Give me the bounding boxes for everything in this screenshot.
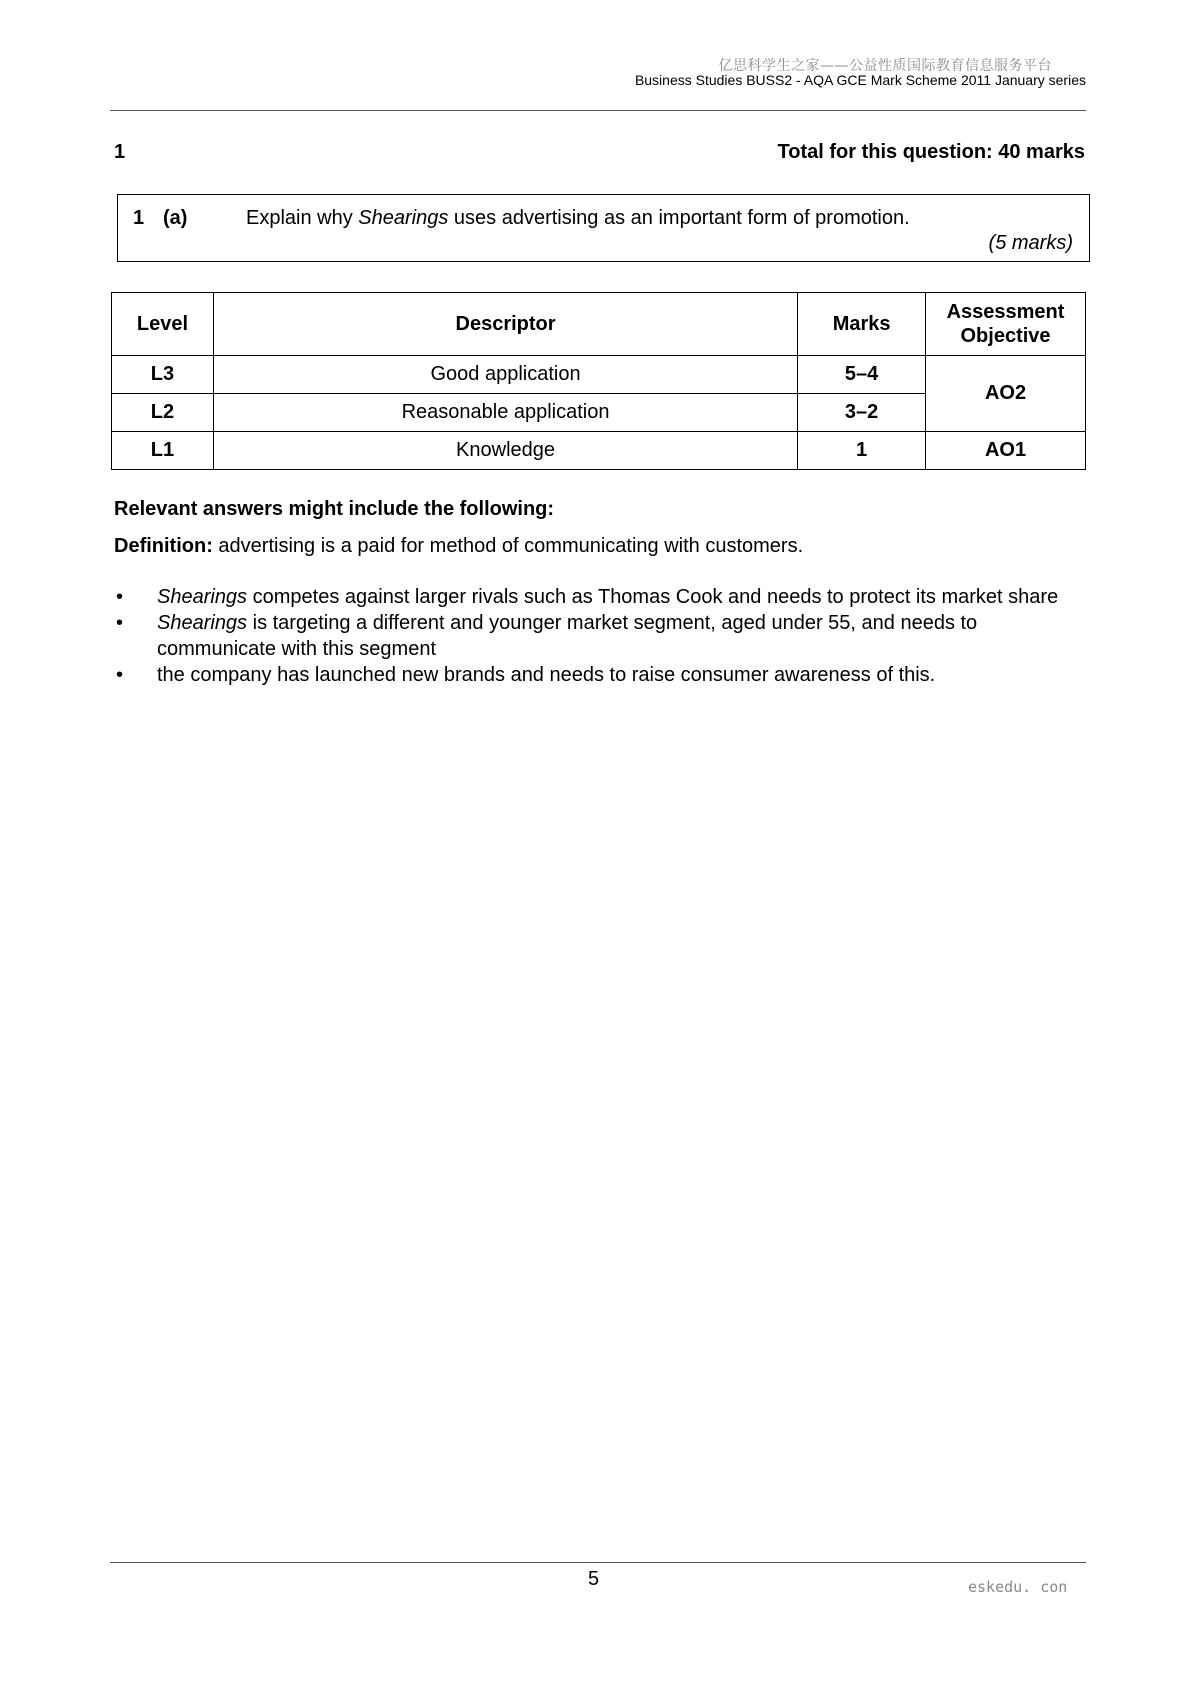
question-number: 1 — [114, 141, 126, 163]
list-item — [114, 610, 1074, 662]
footer-site: eskedu. con — [968, 1578, 1068, 1596]
bullet-icon: • — [116, 664, 124, 686]
level-cell: L1 — [112, 432, 214, 470]
answers-heading: Relevant answers might include the following: — [114, 498, 555, 520]
prompt-company: Shearings — [358, 207, 449, 229]
header-title: Business Studies BUSS2 - AQA GCE Mark Scheme 2011 January series — [634, 72, 1086, 88]
descriptor-cell: Knowledge — [213, 432, 797, 470]
question-box — [117, 194, 1090, 262]
ao-cell: AO1 — [926, 432, 1086, 470]
question-marks: (5 marks) — [988, 232, 1073, 254]
question-total: Total for this question: 40 marks — [777, 141, 1085, 163]
level-cell: L3 — [112, 356, 214, 394]
bullet-icon: • — [116, 586, 124, 608]
header-descriptor: Descriptor — [213, 293, 797, 356]
prompt-after: uses advertising as an important form of promotion. — [448, 207, 910, 229]
marks-cell: 5–4 — [798, 356, 926, 394]
list-item-company: Shearings — [157, 612, 248, 634]
level-table — [111, 292, 1086, 470]
list-item-company: Shearings — [157, 586, 248, 608]
page-number: 5 — [588, 1568, 600, 1590]
level-cell: L2 — [112, 394, 214, 432]
question-prompt — [246, 207, 910, 230]
list-item-text: the company has launched new brands and needs to raise consumer awareness of this. — [157, 664, 936, 686]
bullet-icon: • — [116, 612, 124, 634]
marks-cell: 1 — [798, 432, 926, 470]
definition — [114, 535, 803, 558]
header-assessment-objective — [926, 293, 1086, 356]
header-divider — [110, 110, 1086, 111]
definition-label: Definition: — [114, 535, 213, 557]
answer-list — [114, 584, 1074, 688]
header-level: Level — [112, 293, 214, 356]
marks-cell: 3–2 — [798, 394, 926, 432]
list-item — [114, 662, 1074, 688]
list-item-text: competes against larger rivals such as Thomas Cook and needs to protect its market share — [247, 586, 1059, 608]
question-part-label: (a) — [163, 207, 188, 229]
definition-text: advertising is a paid for method of communicating with customers. — [212, 535, 804, 557]
prompt-before: Explain why — [246, 207, 359, 229]
descriptor-cell: Good application — [213, 356, 797, 394]
header-watermark: 亿思科学生之家——公益性质国际教育信息服务平台 — [718, 58, 1052, 74]
question-part-number: 1 — [133, 207, 145, 229]
footer-divider — [110, 1562, 1086, 1563]
table-row — [112, 432, 1086, 470]
table-header-row — [112, 293, 1086, 356]
descriptor-cell: Reasonable application — [213, 394, 797, 432]
table-row — [112, 356, 1086, 394]
header-ao-line2: Objective — [960, 325, 1051, 347]
header-marks: Marks — [798, 293, 926, 356]
list-item-text: is targeting a different and younger market segment, aged under 55, and needs to communicate with this segment — [157, 612, 978, 660]
ao-cell: AO2 — [926, 356, 1086, 432]
list-item — [114, 584, 1074, 610]
header-ao-line1: Assessment — [946, 301, 1065, 323]
